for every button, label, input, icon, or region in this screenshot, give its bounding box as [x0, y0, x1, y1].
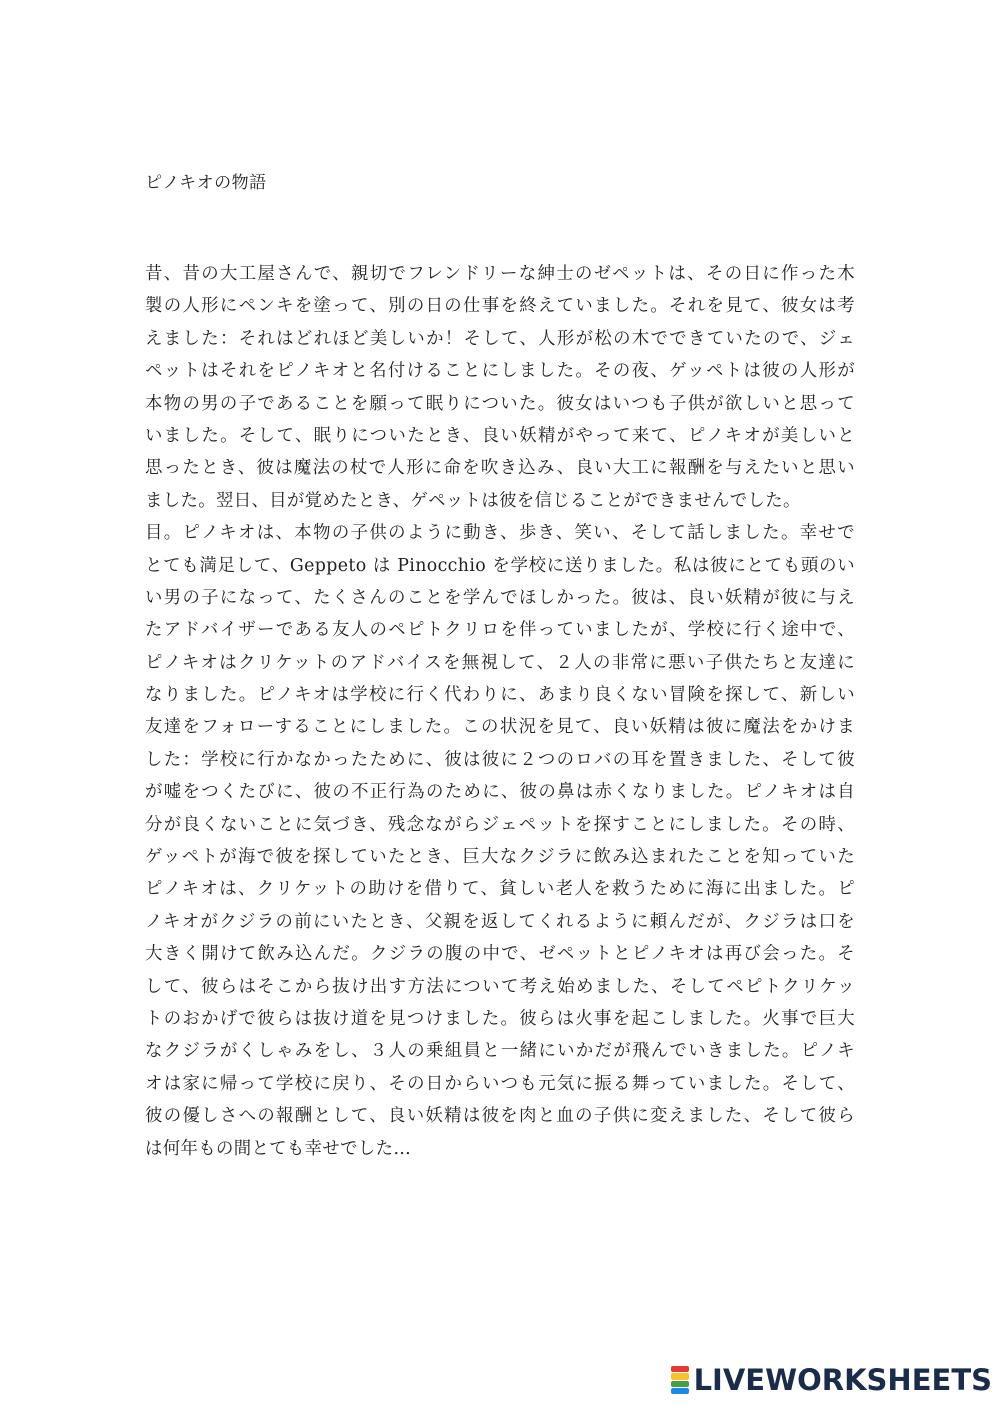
story-line: たアドバイザーである友人のペピトクリロを伴っていましたが、学校に行く途中で、	[145, 620, 855, 641]
story-line: 彼の優しさへの報酬として、良い妖精は彼を肉と血の子供に変えました、そして彼ら	[145, 1106, 855, 1127]
liveworksheets-logo-icon	[671, 1366, 689, 1394]
story-line: オは家に帰って学校に戻り、その日からいつも元気に振る舞っていました。そして、	[145, 1073, 855, 1094]
story-body	[145, 258, 855, 1165]
page-title: ピノキオの物語	[145, 173, 267, 193]
story-line: ピノキオはクリケットのアドバイスを無視して、２人の非常に悪い子供たちと友達に	[145, 652, 855, 673]
story-line: が嘘をつくたびに、彼の不正行為のために、彼の鼻は赤くなりました。ピノキオは自	[145, 782, 855, 803]
logo-block-red	[671, 1366, 689, 1372]
story-line: 製の人形にペンキを塗って、別の日の仕事を終えていました。それを見て、彼女は考	[145, 296, 855, 317]
story-line: い男の子になって、たくさんのことを学んでほしかった。彼は、良い妖精が彼に与え	[145, 587, 855, 608]
story-line: 友達をフォローすることにしました。この状況を見て、良い妖精は彼に魔法をかけま	[145, 717, 855, 738]
story-line: して、彼らはそこから抜け出す方法について考え始めました、そしてペピトクリケッ	[145, 976, 855, 997]
logo-block-yellow	[671, 1373, 689, 1379]
story-line: 思ったとき、彼は魔法の杖で人形に命を吹き込み、良い大工に報酬を与えたいと思い	[145, 458, 855, 479]
story-line: は何年もの間とても幸せでした…	[145, 1138, 412, 1159]
logo-block-green	[671, 1381, 689, 1387]
story-line: 本物の男の子であることを願って眠りについた。彼女はいつも子供が欲しいと思って	[145, 393, 855, 414]
story-line: 昔、昔の大工屋さんで、親切でフレンドリーな紳士のゼペットは、その日に作った木	[145, 264, 855, 284]
story-line: ました。翌日、目が覚めたとき、ゲペットは彼を信じることができませんでした。	[145, 490, 801, 511]
story-line: いました。そして、眠りについたとき、良い妖精がやって来て、ピノキオが美しいと	[145, 425, 855, 446]
story-line: ノキオがクジラの前にいたとき、父親を返してくれるように頼んだが、クジラは口を	[145, 911, 855, 932]
story-line: 目。ピノキオは、本物の子供のように動き、歩き、笑い、そして話しました。幸せで	[145, 523, 855, 544]
story-line: トのおかげで彼らは抜け道を見つけました。彼らは火事を起こしました。火事で巨大	[145, 1008, 855, 1029]
story-line: ピノキオは、クリケットの助けを借りて、貧しい老人を救うために海に出ました。ピ	[145, 879, 855, 900]
story-line: した：学校に行かなかったために、彼は彼に２つのロバの耳を置きました、そして彼	[145, 749, 855, 770]
story-line: なクジラがくしゃみをし、３人の乗組員と一緒にいかだが飛んでいきました。ピノキ	[145, 1041, 855, 1062]
story-line: ペットはそれをピノキオと名付けることにしました。その夜、ゲッペトは彼の人形が	[145, 361, 855, 382]
logo-block-blue	[671, 1388, 689, 1394]
story-line: 大きく開けて飲み込んだ。クジラの腹の中で、ゼペットとピノキオは再び会った。そ	[145, 944, 855, 965]
story-line: ゲッペトが海で彼を探していたとき、巨大なクジラに飲み込まれたことを知っていた	[145, 847, 855, 868]
liveworksheets-brand[interactable]	[671, 1365, 992, 1395]
story-line: とても満足して、Geppeto は Pinocchio を学校に送りました。私は彼にとても頭のい	[145, 555, 855, 576]
story-line: 分が良くないことに気づき、残念ながらジェペットを探すことにしました。その時、	[145, 814, 855, 835]
story-line: なりました。ピノキオは学校に行く代わりに、あまり良くない冒険を探して、新しい	[145, 685, 855, 706]
brand-wordmark: LIVEWORKSHEETS	[693, 1363, 992, 1397]
story-line: えました：それはどれほど美しいか！そして、人形が松の木でできていたので、ジェ	[145, 328, 855, 349]
